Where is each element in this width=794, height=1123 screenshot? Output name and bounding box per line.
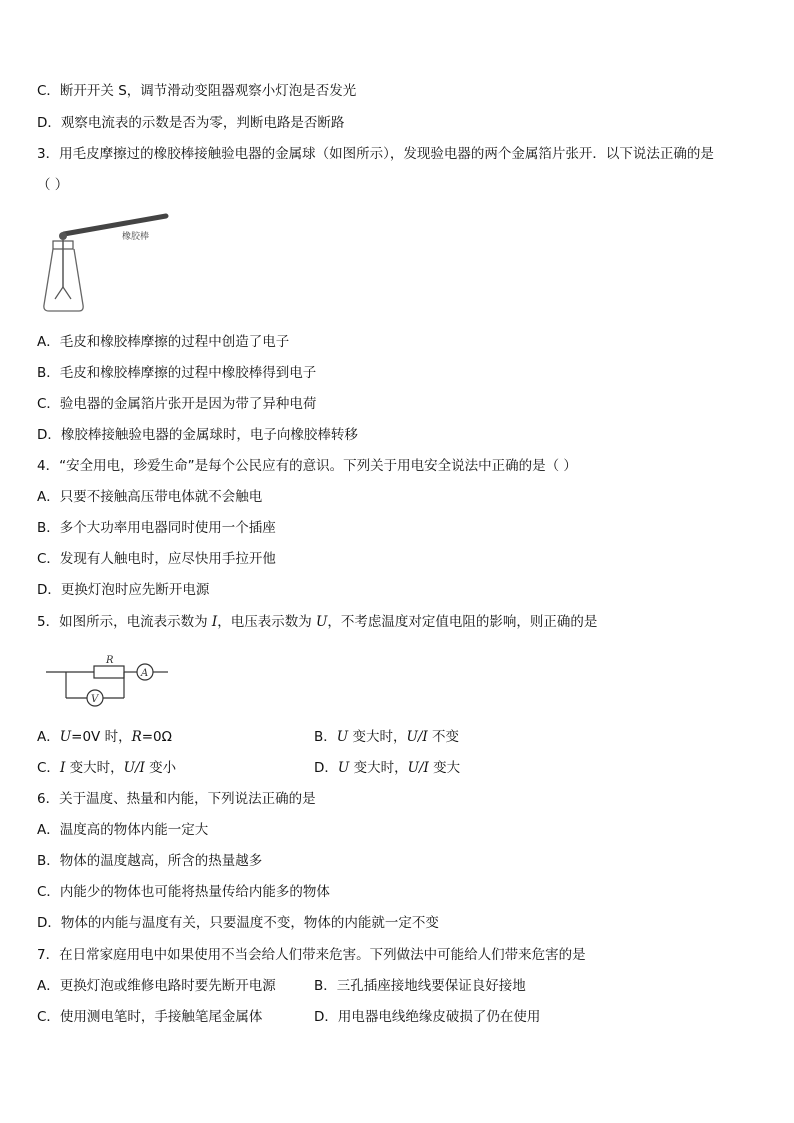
q5-option-d: D．U 变大时，U/I 变大 xyxy=(314,760,461,776)
q3-option-a: A．毛皮和橡胶棒摩擦的过程中创造了电子 xyxy=(37,334,290,350)
q4-option-d: D．更换灯泡时应先断开电源 xyxy=(37,582,210,598)
metal-leaf-left xyxy=(55,287,63,299)
q7-option-d: D．用电器电线绝缘皮破损了仍在使用 xyxy=(314,1009,541,1025)
q6-option-a: A．温度高的物体内能一定大 xyxy=(37,822,209,838)
q5-option-a: A．U=0V 时，R=0Ω xyxy=(37,729,172,745)
q3-stem: 3．用毛皮摩擦过的橡胶棒接触验电器的金属球（如图所示），发现验电器的两个金属箔片张开．以下说法正确的是 xyxy=(37,146,714,162)
q3-answer-paren: （ ） xyxy=(37,177,69,193)
q6-option-d: D．物体的内能与温度有关，只要温度不变，物体的内能就一定不变 xyxy=(37,915,439,931)
q5-option-c: C．I 变大时，U/I 变小 xyxy=(37,760,177,776)
ammeter-label: A xyxy=(141,668,149,679)
q6-option-c: C．内能少的物体也可能将热量传给内能多的物体 xyxy=(37,884,330,900)
q4-option-b: B．多个大功率用电器同时使用一个插座 xyxy=(37,520,276,536)
q7-option-b: B．三孔插座接地线要保证良好接地 xyxy=(314,978,526,994)
q7-stem: 7．在日常家庭用电中如果使用不当会给人们带来危害。下列做法中可能给人们带来危害的是 xyxy=(37,947,586,963)
metal-leaf-right xyxy=(63,287,71,299)
q3-option-b: B．毛皮和橡胶棒摩擦的过程中橡胶棒得到电子 xyxy=(37,365,317,381)
resistor xyxy=(94,666,124,678)
q4-option-a: A．只要不接触高压带电体就不会触电 xyxy=(37,489,263,505)
q4-option-c: C．发现有人触电时，应尽快用手拉开他 xyxy=(37,551,276,567)
q2-option-c: C．断开开关 S，调节滑动变阻器观察小灯泡是否发光 xyxy=(37,83,357,99)
rubber-rod-label: 橡胶棒 xyxy=(122,232,150,242)
q5-stem: 5．如图所示，电流表示数为 I，电压表示数为 U，不考虑温度对定值电阻的影响，则正确的是 xyxy=(37,614,598,630)
q5-option-b: B．U 变大时，U/I 不变 xyxy=(314,729,460,745)
q7-option-a: A．更换灯泡或维修电路时要先断开电源 xyxy=(37,978,276,994)
q2-option-d: D．观察电流表的示数是否为零，判断电路是否断路 xyxy=(37,115,345,131)
rubber-rod xyxy=(64,216,166,234)
q3-option-d: D．橡胶棒接触验电器的金属球时，电子向橡胶棒转移 xyxy=(37,427,358,443)
metal-ball xyxy=(59,232,67,240)
voltmeter-label: V xyxy=(91,694,99,705)
q6-option-b: B．物体的温度越高，所含的热量越多 xyxy=(37,853,263,869)
q3-option-c: C．验电器的金属箔片张开是因为带了异种电荷 xyxy=(37,396,317,412)
circuit-figure xyxy=(44,652,174,714)
electroscope-figure xyxy=(38,205,178,325)
q7-option-c: C．使用测电笔时，手接触笔尾金属体 xyxy=(37,1009,263,1025)
resistor-label: R xyxy=(106,655,114,666)
q4-stem: 4．“安全用电，珍爱生命”是每个公民应有的意识。下列关于用电安全说法中正确的是（ ） xyxy=(37,458,577,474)
q6-stem: 6．关于温度、热量和内能，下列说法正确的是 xyxy=(37,791,316,807)
